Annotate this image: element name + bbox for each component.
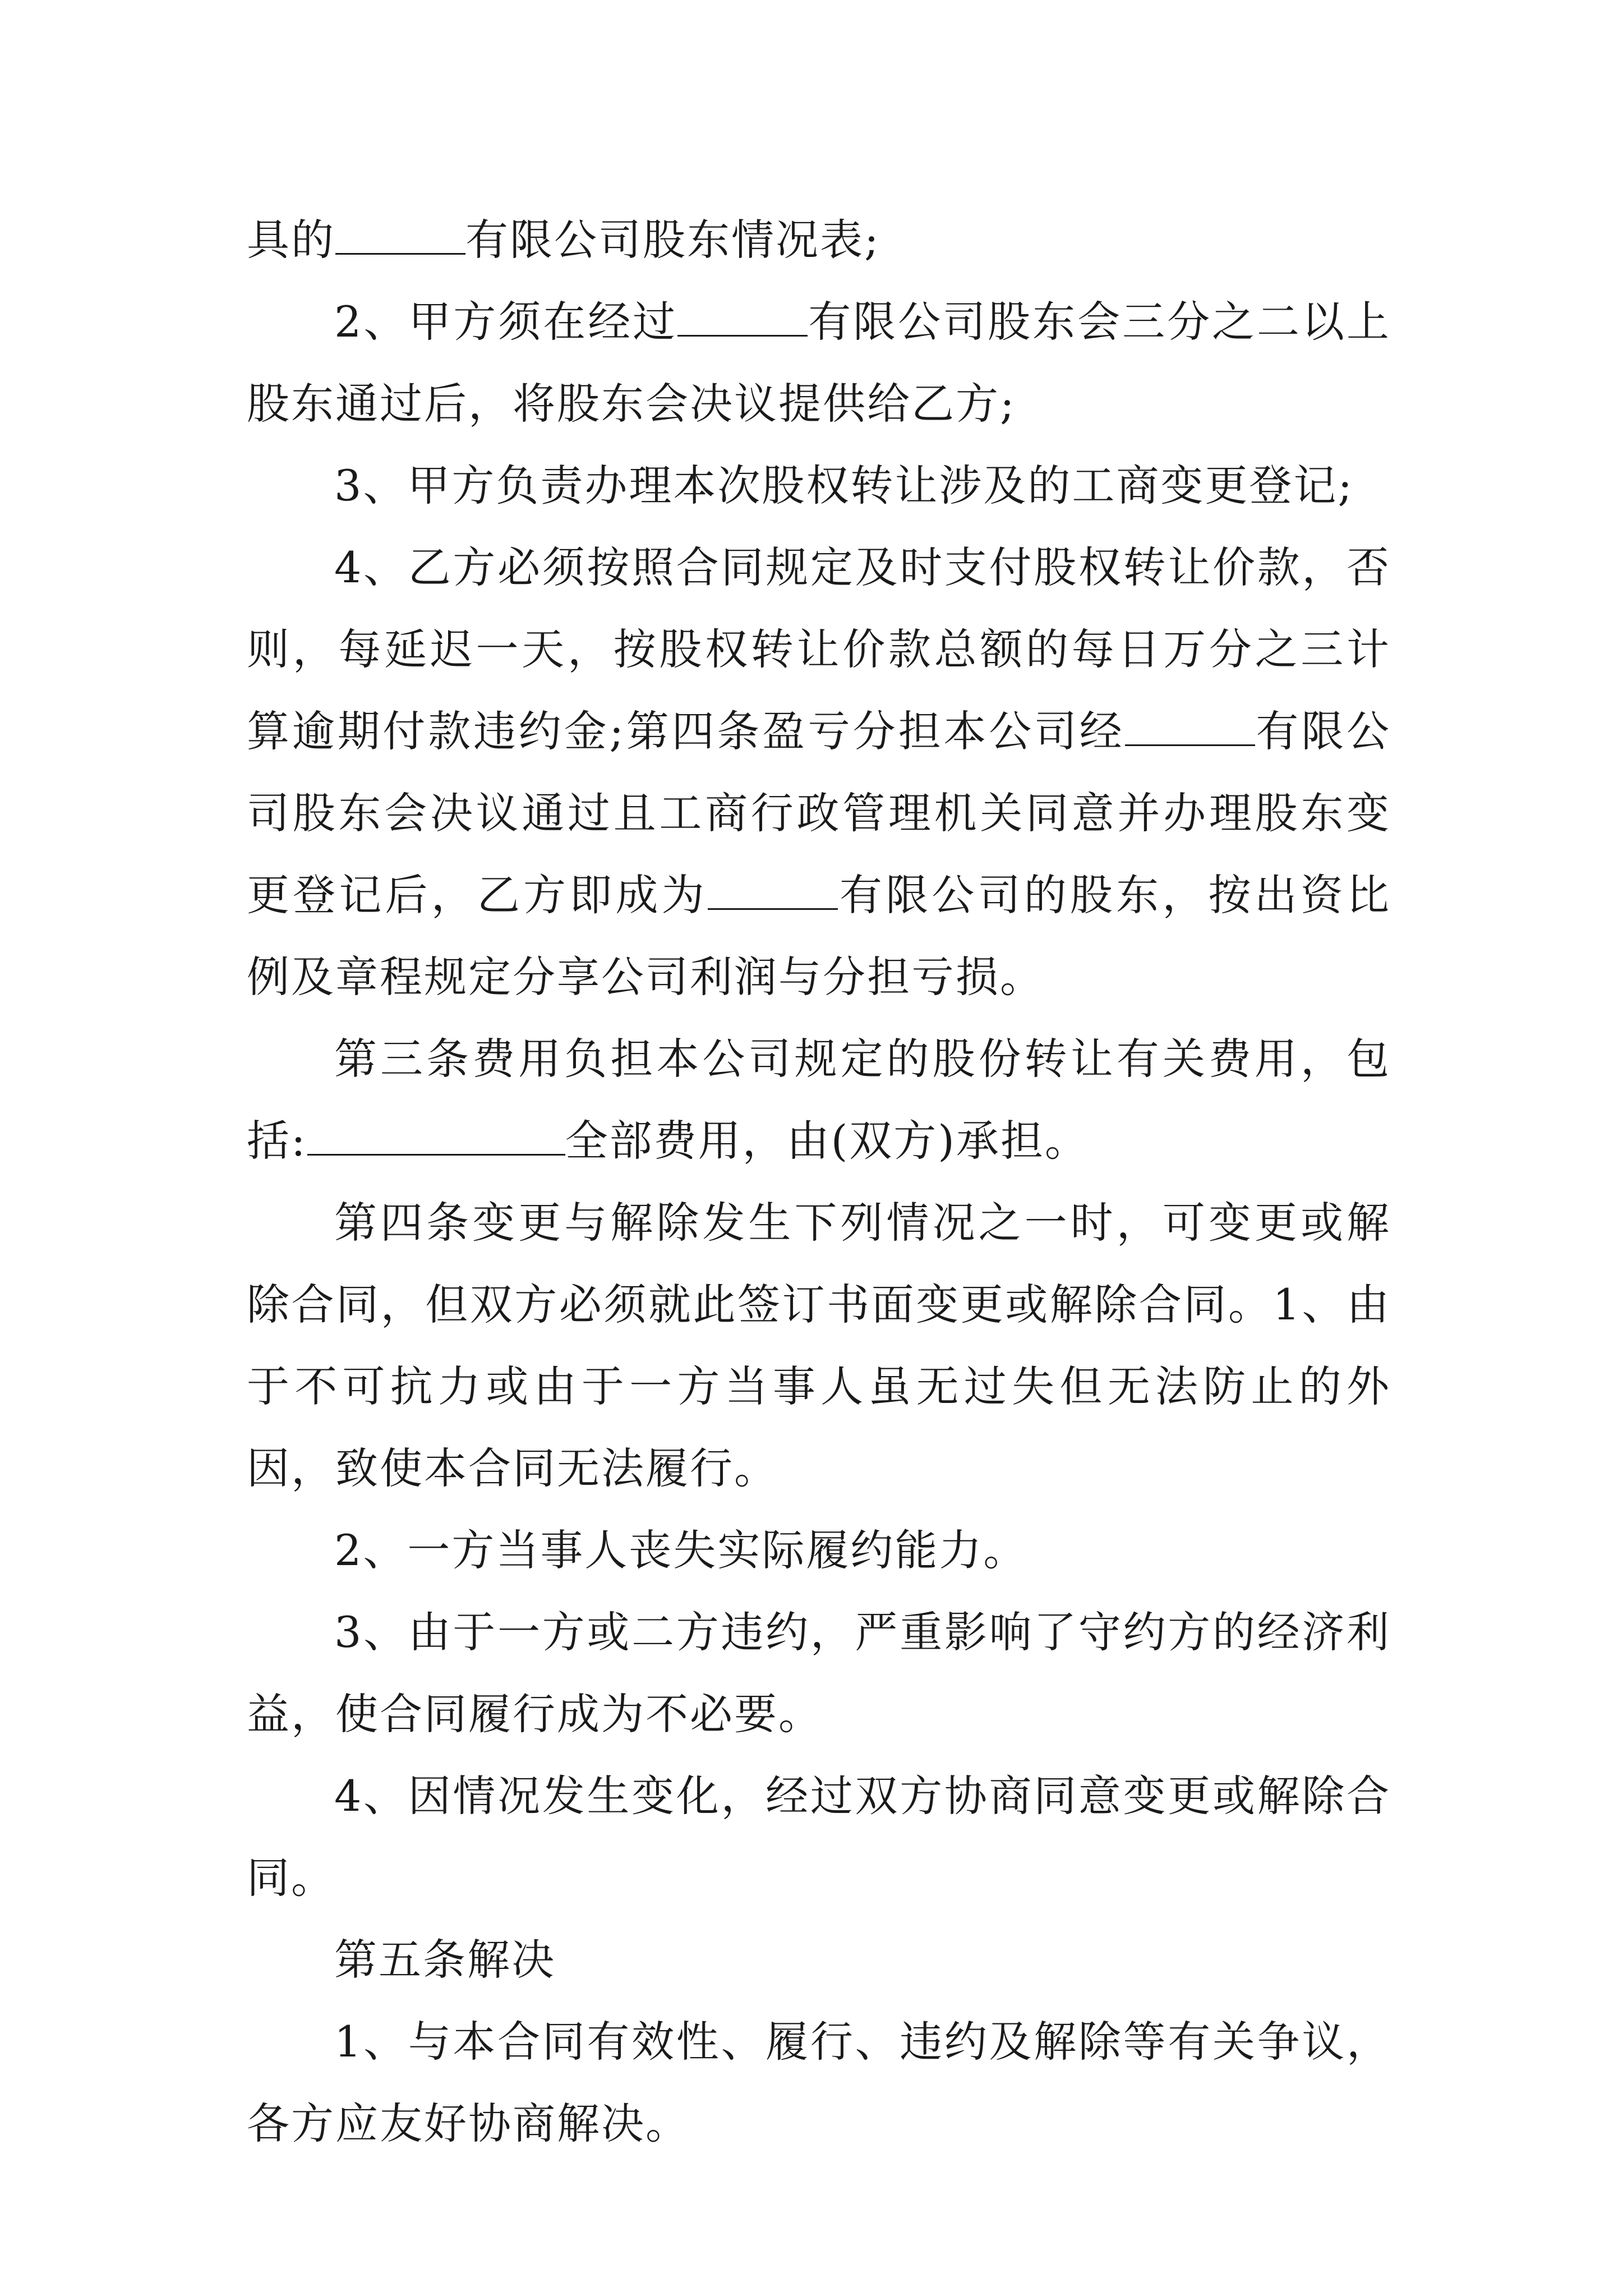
text-segment: 有限公司股东会三分之二以上股东通过后，将股东会决议提供给乙方; xyxy=(247,297,1391,429)
text-segment: 有限公司股东会决议通过且工商行政管理机关同意并办理股东变更登记后，乙方即成为 xyxy=(247,706,1391,920)
paragraph-article-5-heading: 第五条解决 xyxy=(334,1935,556,1985)
fill-in-blank xyxy=(335,218,465,255)
fill-in-blank xyxy=(307,1119,565,1156)
paragraph-change-item-4: 4、因情况发生变化，经过双方协商同意变更或解除合同。 xyxy=(247,1771,1391,1903)
text-segment: 具的 xyxy=(247,215,335,265)
fill-in-blank xyxy=(1125,710,1255,746)
text-segment: 有限公司的股东，按出资比例及章程规定分享公司利润与分担亏损。 xyxy=(247,870,1391,1002)
paragraph-dispute-item-1: 1、与本合同有效性、履行、违约及解除等有关争议，各方应友好协商解决。 xyxy=(247,2017,1391,2148)
text-segment: 第三条费用负担本公司规定的股份转让有关费用，包括: xyxy=(247,1034,1391,1166)
paragraph-clause-2 xyxy=(247,281,1391,445)
paragraph-clause-3: 3、甲方负责办理本次股权转让涉及的工商变更登记; xyxy=(334,461,1354,510)
paragraph-shareholder-table xyxy=(247,199,1391,281)
text-segment: 4、乙方必须按照合同规定及时支付股权转让价款，否则，每延迟一天，按股权转让价款总额的每日万分之三计算逾期付款违约金;第四条盈亏分担本公司经 xyxy=(247,542,1391,756)
paragraph-change-item-2: 2、一方当事人丧失实际履约能力。 xyxy=(334,1525,1028,1575)
document-body xyxy=(247,199,1391,2165)
text-segment: 全部费用，由(双方)承担。 xyxy=(565,1116,1089,1166)
fill-in-blank xyxy=(677,300,808,337)
paragraph-article-4-change: 第四条变更与解除发生下列情况之一时，可变更或解除合同，但双方必须就此签订书面变更或解除合同。1、由于不可抗力或由于一方当事人虽无过失但无法防止的外因，致使本合同无法履行。 xyxy=(247,1198,1391,1493)
paragraph-clause-4-profit-loss xyxy=(247,527,1391,1018)
paragraph-article-3-fees xyxy=(247,1018,1391,1182)
text-segment: 有限公司股东情况表; xyxy=(465,215,880,265)
paragraph-change-item-3: 3、由于一方或二方违约，严重影响了守约方的经济利益，使合同履行成为不必要。 xyxy=(247,1607,1391,1739)
fill-in-blank xyxy=(708,873,838,910)
text-segment: 2、甲方须在经过 xyxy=(334,297,678,347)
